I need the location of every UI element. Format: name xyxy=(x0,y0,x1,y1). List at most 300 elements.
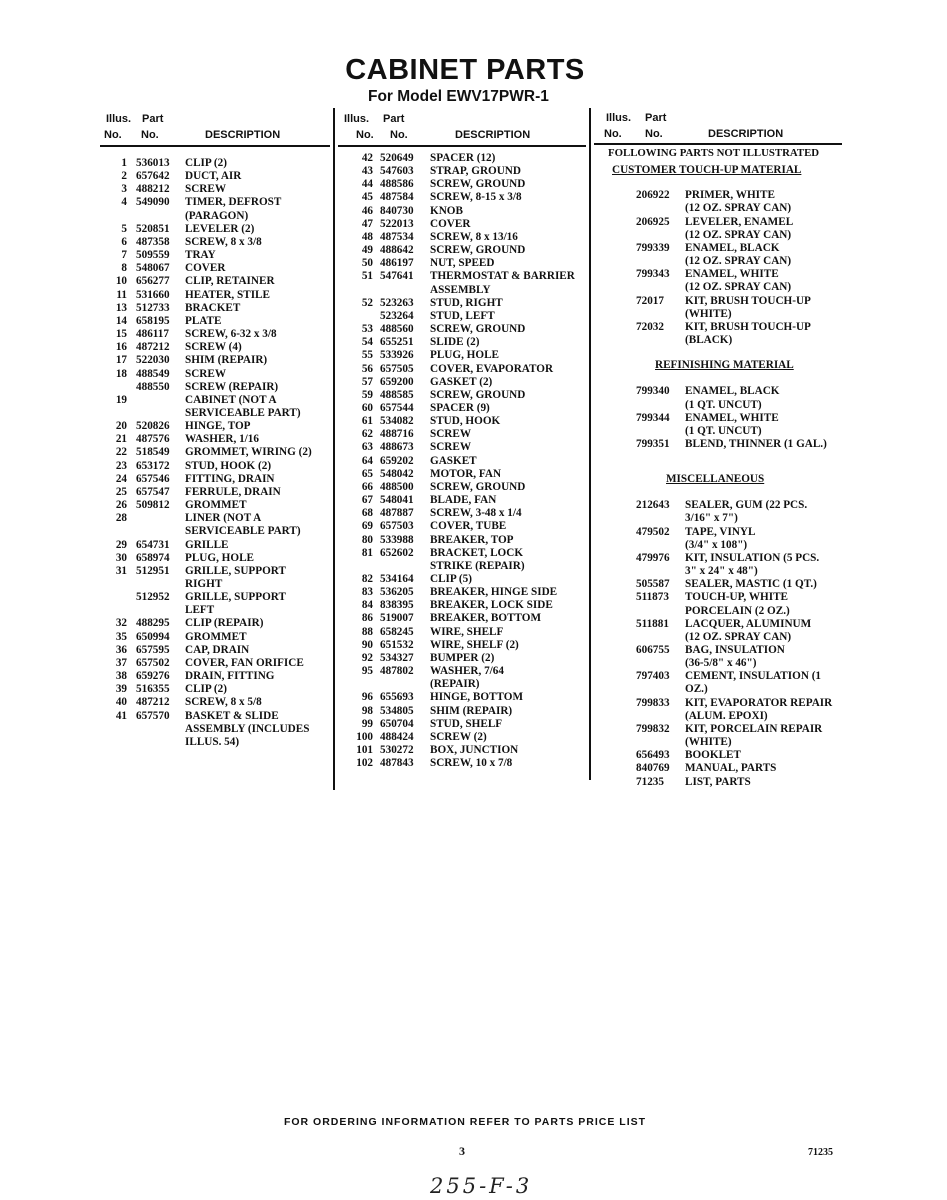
table-row xyxy=(100,223,330,236)
part-description: GRILLE, SUPPORT LEFT xyxy=(185,591,286,617)
part-description: WIRE, SHELF xyxy=(430,625,504,638)
table-row xyxy=(100,275,330,288)
part-description: SCREW xyxy=(430,441,472,454)
part-description: BLEND, THINNER (1 GAL.) xyxy=(685,437,827,450)
part-description: BUMPER (2) xyxy=(430,651,495,664)
part-description: STUD, HOOK xyxy=(430,415,501,428)
illus-number: 95 xyxy=(361,665,373,678)
table-row xyxy=(100,710,330,749)
part-number: 533988 xyxy=(380,533,414,546)
part-number: 657642 xyxy=(136,170,170,183)
illus-number: 47 xyxy=(361,217,373,230)
illus-number: 54 xyxy=(361,336,373,349)
part-number: 547641 xyxy=(380,270,414,283)
illus-number: 36 xyxy=(115,643,127,656)
part-description: CABINET (NOT A SERVICEABLE PART) xyxy=(185,393,301,419)
illus-number: 100 xyxy=(356,730,373,743)
illus-number: 18 xyxy=(115,367,127,380)
part-description: SCREW (2) xyxy=(430,730,487,743)
illus-number: 30 xyxy=(115,551,127,564)
illus-number: 37 xyxy=(115,656,127,669)
illus-number: 45 xyxy=(361,191,373,204)
table-row xyxy=(338,691,586,704)
table-row xyxy=(338,639,586,652)
illus-number: 53 xyxy=(361,323,373,336)
part-number: 486197 xyxy=(380,257,414,270)
table-row xyxy=(100,394,330,420)
part-number: 548041 xyxy=(380,494,414,507)
table-row xyxy=(600,499,836,525)
part-number: 488586 xyxy=(380,178,414,191)
part-description: SCREW (REPAIR) xyxy=(185,380,279,393)
part-number: 531660 xyxy=(136,288,170,301)
illus-number: 6 xyxy=(121,235,127,248)
part-number: 534082 xyxy=(380,415,414,428)
table-row xyxy=(600,552,836,578)
part-number: 206925 xyxy=(636,215,670,228)
illus-number: 31 xyxy=(115,564,127,577)
part-number: 488560 xyxy=(380,323,414,336)
illus-number: 84 xyxy=(361,599,373,612)
part-number: 488424 xyxy=(380,730,414,743)
part-description: HINGE, TOP xyxy=(185,420,251,433)
table-row xyxy=(600,526,836,552)
part-description: KIT, EVAPORATOR REPAIR (ALUM. EPOXI) xyxy=(685,696,833,722)
illus-number: 15 xyxy=(115,328,127,341)
part-number: 657546 xyxy=(136,472,170,485)
table-row xyxy=(338,191,586,204)
header-no: No. xyxy=(604,128,622,140)
part-number: 799351 xyxy=(636,437,670,450)
parts-column-1 xyxy=(100,110,330,749)
table-row xyxy=(338,507,586,520)
part-description: THERMOSTAT & BARRIER ASSEMBLY xyxy=(430,270,575,296)
header-description: DESCRIPTION xyxy=(708,128,784,140)
part-number: 650704 xyxy=(380,717,414,730)
part-number: 547603 xyxy=(380,165,414,178)
header-illus: Illus. xyxy=(106,113,132,125)
table-row xyxy=(100,460,330,473)
part-description: BLADE, FAN xyxy=(430,494,497,507)
table-row xyxy=(600,762,836,775)
part-description: SCREW, 10 x 7/8 xyxy=(430,757,513,770)
illus-number: 56 xyxy=(361,362,373,375)
table-row xyxy=(338,520,586,533)
illus-number: 99 xyxy=(361,717,373,730)
table-row xyxy=(100,289,330,302)
table-row xyxy=(100,328,330,341)
column-divider xyxy=(589,108,591,780)
part-description: SPACER (12) xyxy=(430,152,496,164)
table-row xyxy=(338,244,586,257)
part-number: 659276 xyxy=(136,670,170,683)
column-header xyxy=(338,110,586,146)
part-number: 658974 xyxy=(136,551,170,564)
table-row xyxy=(100,644,330,657)
part-description: DRAIN, FITTING xyxy=(185,670,275,683)
illus-number: 81 xyxy=(361,546,373,559)
part-number: 657503 xyxy=(380,520,414,533)
illus-number: 14 xyxy=(115,314,127,327)
illus-number: 3 xyxy=(121,183,127,196)
part-description: SLIDE (2) xyxy=(430,336,480,349)
header-illus: Illus. xyxy=(344,113,370,125)
part-number: 488212 xyxy=(136,183,170,196)
illus-number: 61 xyxy=(361,415,373,428)
part-number: 488295 xyxy=(136,617,170,630)
part-description: COVER xyxy=(185,262,226,275)
table-row xyxy=(100,683,330,696)
part-description: GASKET (2) xyxy=(430,375,493,388)
part-number: 657570 xyxy=(136,709,170,722)
table-row xyxy=(100,552,330,565)
part-number: 650994 xyxy=(136,630,170,643)
part-number: 520826 xyxy=(136,420,170,433)
illus-number: 35 xyxy=(115,630,127,643)
illus-number: 96 xyxy=(361,691,373,704)
table-row xyxy=(338,323,586,336)
illus-number: 26 xyxy=(115,499,127,512)
part-description: NUT, SPEED xyxy=(430,257,495,270)
table-row xyxy=(338,178,586,191)
table-row xyxy=(100,670,330,683)
table-row xyxy=(600,295,836,321)
table-row xyxy=(100,499,330,512)
part-description: ENAMEL, BLACK (12 OZ. SPRAY CAN) xyxy=(685,241,792,268)
document-code: 71235 xyxy=(808,1147,833,1158)
table-row xyxy=(600,216,836,242)
part-number: 488642 xyxy=(380,244,414,257)
table-row xyxy=(338,494,586,507)
part-description: BOX, JUNCTION xyxy=(430,744,519,757)
part-description: COVER, FAN ORIFICE xyxy=(185,656,304,669)
illus-number: 64 xyxy=(361,454,373,467)
part-description: SCREW xyxy=(185,183,227,196)
part-description: LEVELER (2) xyxy=(185,222,255,235)
part-description: SEALER, MASTIC (1 QT.) xyxy=(685,578,817,591)
table-row xyxy=(338,441,586,454)
table-row xyxy=(338,534,586,547)
part-description: GROMMET, WIRING (2) xyxy=(185,446,312,459)
illus-number: 66 xyxy=(361,480,373,493)
illus-number: 83 xyxy=(361,586,373,599)
part-description: CLIP (2) xyxy=(185,683,227,696)
part-description: LACQUER, ALUMINUM (12 OZ. SPRAY CAN) xyxy=(685,617,812,643)
ordering-note: FOR ORDERING INFORMATION REFER TO PARTS PRICE LIST xyxy=(283,1116,647,1128)
table-row xyxy=(338,257,586,270)
table-row xyxy=(338,152,586,165)
table-row xyxy=(100,617,330,630)
part-description: SCREW (4) xyxy=(185,341,242,354)
part-description: KIT, INSULATION (5 PCS. 3" x 24" x 48") xyxy=(685,551,820,578)
part-description: TAPE, VINYL (3/4" x 108") xyxy=(685,525,756,551)
illus-number: 4 xyxy=(121,196,127,209)
column-header xyxy=(100,110,330,146)
part-number: 479976 xyxy=(636,551,670,564)
header-description: DESCRIPTION xyxy=(455,129,531,141)
illus-number: 67 xyxy=(361,494,373,507)
illus-number: 69 xyxy=(361,520,373,533)
part-description: STUD, RIGHT xyxy=(430,296,503,309)
part-number: 487212 xyxy=(136,341,170,354)
table-row xyxy=(100,420,330,433)
parts-column-2 xyxy=(338,110,586,770)
part-number: 71235 xyxy=(636,775,664,788)
part-description: WASHER, 1/16 xyxy=(185,433,259,446)
part-description: PLATE xyxy=(185,314,222,327)
part-number: 838395 xyxy=(380,599,414,612)
header-rule xyxy=(594,143,842,145)
table-row xyxy=(600,723,836,749)
part-description: BOOKLET xyxy=(685,749,741,762)
part-number: 657595 xyxy=(136,643,170,656)
illus-number: 17 xyxy=(115,354,127,367)
table-row xyxy=(338,205,586,218)
part-description: BREAKER, LOCK SIDE xyxy=(430,599,553,612)
part-description: PLUG, HOLE xyxy=(185,551,254,564)
table-row xyxy=(338,231,586,244)
part-description: STUD, HOOK (2) xyxy=(185,459,272,472)
illus-number: 62 xyxy=(361,428,373,441)
illus-number: 2 xyxy=(121,170,127,183)
part-number: 534164 xyxy=(380,573,414,585)
part-description: SCREW, 3-48 x 1/4 xyxy=(430,507,522,520)
part-description: SHIM (REPAIR) xyxy=(185,354,268,367)
part-number: 658245 xyxy=(380,625,414,638)
illus-number: 29 xyxy=(115,538,127,551)
part-description: SCREW, 8 x 3/8 xyxy=(185,235,262,248)
part-number: 652602 xyxy=(380,546,414,559)
illus-number: 63 xyxy=(361,441,373,454)
part-number: 505587 xyxy=(636,578,670,591)
table-row xyxy=(100,236,330,249)
table-row xyxy=(600,670,836,696)
illus-number: 88 xyxy=(361,625,373,638)
illus-number: 80 xyxy=(361,533,373,546)
illus-number: 57 xyxy=(361,375,373,388)
part-description: SCREW, GROUND xyxy=(430,178,526,191)
part-number: 658195 xyxy=(136,314,170,327)
part-description: BRACKET, LOCK STRIKE (REPAIR) xyxy=(430,546,525,572)
table-row xyxy=(338,415,586,428)
table-row xyxy=(100,196,330,222)
part-number: 799343 xyxy=(636,268,670,281)
table-row xyxy=(600,697,836,723)
illus-number: 28 xyxy=(115,512,127,525)
table-row xyxy=(100,381,330,394)
part-number: 520851 xyxy=(136,222,170,235)
part-number: 534327 xyxy=(380,651,414,664)
part-description: BRACKET xyxy=(185,301,241,314)
table-row xyxy=(338,165,586,178)
part-description: GRILLE, SUPPORT RIGHT xyxy=(185,564,286,590)
part-description: BREAKER, HINGE SIDE xyxy=(430,586,558,599)
part-number: 479502 xyxy=(636,525,670,538)
illus-number: 92 xyxy=(361,651,373,664)
table-row xyxy=(100,368,330,381)
part-number: 511881 xyxy=(636,617,669,630)
not-illustrated-note: FOLLOWING PARTS NOT ILLUSTRATED xyxy=(608,147,820,159)
illus-number: 39 xyxy=(115,683,127,696)
part-description: GRILLE xyxy=(185,538,229,551)
table-row xyxy=(338,455,586,468)
table-row xyxy=(338,744,586,757)
part-number: 518549 xyxy=(136,446,170,459)
table-row xyxy=(600,776,836,789)
illus-number: 11 xyxy=(116,288,127,301)
part-number: 659202 xyxy=(380,454,414,467)
table-row xyxy=(100,157,330,170)
part-number: 840769 xyxy=(636,762,670,775)
table-row xyxy=(100,565,330,591)
part-number: 536205 xyxy=(380,586,414,599)
part-number: 657502 xyxy=(136,656,170,669)
part-number: 655693 xyxy=(380,691,414,704)
parts-column-3 xyxy=(600,110,836,789)
part-description: KNOB xyxy=(430,204,463,217)
table-row xyxy=(338,297,586,310)
part-number: 548042 xyxy=(380,467,414,480)
table-row xyxy=(600,749,836,762)
part-number: 534805 xyxy=(380,704,414,717)
illus-number: 46 xyxy=(361,204,373,217)
part-number: 657505 xyxy=(380,362,414,375)
header-rule xyxy=(100,145,330,147)
part-description: MANUAL, PARTS xyxy=(685,762,777,775)
part-description: GROMMET xyxy=(185,499,247,512)
part-number: 799339 xyxy=(636,241,670,254)
illus-number: 42 xyxy=(361,152,373,164)
part-number: 488500 xyxy=(380,480,414,493)
table-row xyxy=(338,599,586,612)
part-description: PLUG, HOLE xyxy=(430,349,499,362)
part-number: 487534 xyxy=(380,230,414,243)
table-row xyxy=(600,385,836,411)
part-description: FITTING, DRAIN xyxy=(185,472,275,485)
table-row xyxy=(100,354,330,367)
table-row xyxy=(338,705,586,718)
part-number: 522030 xyxy=(136,354,170,367)
column-divider xyxy=(333,108,335,790)
part-description: TIMER, DEFROST (PARAGON) xyxy=(185,196,282,222)
illus-number: 98 xyxy=(361,704,373,717)
part-number: 653172 xyxy=(136,459,170,472)
part-number: 536013 xyxy=(136,157,170,169)
table-row xyxy=(600,189,836,215)
part-number: 530272 xyxy=(380,744,414,757)
part-description: WIRE, SHELF (2) xyxy=(430,638,519,651)
part-description: BASKET & SLIDE ASSEMBLY (INCLUDES ILLUS. 54) xyxy=(185,709,310,748)
part-description: SCREW, 8-15 x 3/8 xyxy=(430,191,522,204)
part-description: FERRULE, DRAIN xyxy=(185,485,281,498)
part-description: BREAKER, BOTTOM xyxy=(430,612,542,625)
table-row xyxy=(338,665,586,691)
part-description: KIT, BRUSH TOUCH-UP (BLACK) xyxy=(685,320,811,347)
illus-number: 86 xyxy=(361,612,373,625)
part-description: STUD, SHELF xyxy=(430,717,503,730)
part-description: ENAMEL, BLACK (1 QT. UNCUT) xyxy=(685,385,780,411)
illus-number: 102 xyxy=(356,757,373,770)
part-description: DUCT, AIR xyxy=(185,170,242,183)
table-row xyxy=(338,757,586,770)
part-description: GASKET xyxy=(430,454,477,467)
part-number: 654731 xyxy=(136,538,170,551)
table-row xyxy=(100,249,330,262)
part-number: 488673 xyxy=(380,441,414,454)
part-number: 487887 xyxy=(380,507,414,520)
part-number: 797403 xyxy=(636,670,670,683)
part-description: COVER, EVAPORATOR xyxy=(430,362,554,375)
part-number: 651532 xyxy=(380,638,414,651)
part-description: LIST, PARTS xyxy=(685,775,751,788)
header-no: No. xyxy=(356,129,374,141)
table-row xyxy=(338,402,586,415)
part-description: BAG, INSULATION (36-5/8" x 46") xyxy=(685,644,785,670)
handwritten-note: 255-F-3 xyxy=(430,1174,533,1198)
illus-number: 65 xyxy=(361,467,373,480)
illus-number: 23 xyxy=(115,459,127,472)
part-description: SCREW xyxy=(185,367,227,380)
illus-number: 13 xyxy=(115,301,127,314)
illus-number: 68 xyxy=(361,507,373,520)
table-row xyxy=(338,310,586,323)
part-description: CLIP (REPAIR) xyxy=(185,617,264,630)
header-illus: Illus. xyxy=(606,112,632,124)
part-description: LEVELER, ENAMEL (12 OZ. SPRAY CAN) xyxy=(685,215,794,241)
table-row xyxy=(338,586,586,599)
table-row xyxy=(338,652,586,665)
part-description: CAP, DRAIN xyxy=(185,643,250,656)
part-number: 511873 xyxy=(636,591,669,604)
table-row xyxy=(600,438,836,451)
part-number: 509812 xyxy=(136,499,170,512)
illus-number: 8 xyxy=(121,262,127,275)
table-row xyxy=(338,718,586,731)
table-row xyxy=(338,612,586,625)
illus-number: 43 xyxy=(361,165,373,178)
part-description: ENAMEL, WHITE (12 OZ. SPRAY CAN) xyxy=(685,268,792,294)
part-description: CLIP (2) xyxy=(185,157,227,169)
model-subtitle: For Model EWV17PWR-1 xyxy=(368,88,549,105)
illus-number: 21 xyxy=(115,433,127,446)
table-row xyxy=(100,657,330,670)
section-heading: CUSTOMER TOUCH-UP MATERIAL xyxy=(612,164,802,177)
part-number: 488716 xyxy=(380,428,414,441)
part-number: 512951 xyxy=(136,564,170,577)
illus-number: 22 xyxy=(115,446,127,459)
table-row xyxy=(338,218,586,231)
table-row xyxy=(600,321,836,347)
table-row xyxy=(100,315,330,328)
illus-number: 5 xyxy=(121,222,127,235)
page-title: CABINET PARTS xyxy=(345,54,585,86)
table-row xyxy=(100,433,330,446)
illus-number: 38 xyxy=(115,670,127,683)
part-description: SCREW, GROUND xyxy=(430,480,526,493)
header-description: DESCRIPTION xyxy=(205,129,281,141)
header-no: No. xyxy=(390,129,408,141)
part-number: 519007 xyxy=(380,612,414,625)
part-number: 487843 xyxy=(380,757,414,770)
table-row xyxy=(338,376,586,389)
part-number: 488550 xyxy=(136,380,170,393)
part-number: 512733 xyxy=(136,301,170,314)
illus-number: 101 xyxy=(356,744,373,757)
part-description: STRAP, GROUND xyxy=(430,165,521,178)
part-number: 516355 xyxy=(136,683,170,696)
table-row xyxy=(100,170,330,183)
illus-number: 41 xyxy=(115,709,127,722)
